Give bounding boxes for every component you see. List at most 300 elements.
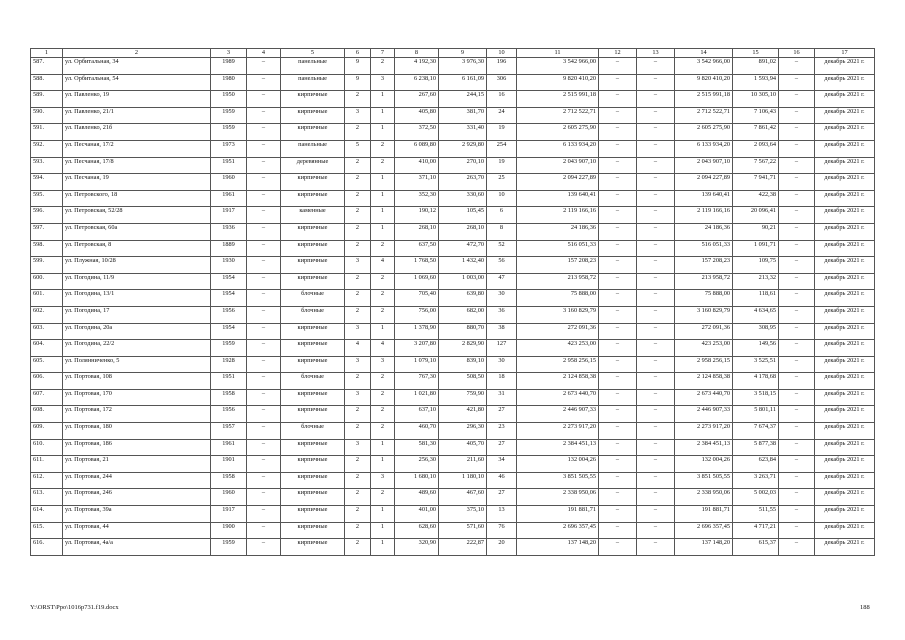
cell-regional-funds: 3 160 829,79 bbox=[675, 306, 733, 323]
cell-floors: 2 bbox=[345, 506, 371, 523]
cell-col-12: – bbox=[599, 539, 637, 556]
cell-row-number: 603. bbox=[31, 323, 63, 340]
cell-wall-material: кирпичные bbox=[281, 190, 345, 207]
table-row bbox=[31, 140, 875, 157]
cell-col-12: – bbox=[599, 456, 637, 473]
header-cell: 4 bbox=[247, 49, 281, 58]
cell-col-4: – bbox=[247, 190, 281, 207]
cell-living-area: 211,60 bbox=[439, 456, 487, 473]
cell-floors: 3 bbox=[345, 323, 371, 340]
cell-col-13: – bbox=[637, 522, 675, 539]
table-row bbox=[31, 174, 875, 191]
cell-col-16: – bbox=[779, 174, 815, 191]
cell-total-cost: 157 208,23 bbox=[517, 257, 599, 274]
cell-year-built: 1954 bbox=[211, 323, 247, 340]
cell-row-number: 607. bbox=[31, 389, 63, 406]
cell-regional-funds: 2 384 451,13 bbox=[675, 439, 733, 456]
cell-row-number: 605. bbox=[31, 356, 63, 373]
cell-living-area: 330,60 bbox=[439, 190, 487, 207]
cell-cost-per-sqm: 109,75 bbox=[733, 257, 779, 274]
cell-total-cost: 2 094 227,89 bbox=[517, 174, 599, 191]
cell-cost-per-sqm: 10 305,10 bbox=[733, 91, 779, 108]
cell-wall-material: кирпичные bbox=[281, 456, 345, 473]
cell-col-4: – bbox=[247, 124, 281, 141]
cell-col-4: – bbox=[247, 522, 281, 539]
cell-row-number: 614. bbox=[31, 506, 63, 523]
cell-row-number: 609. bbox=[31, 423, 63, 440]
cell-entrances: 2 bbox=[371, 423, 395, 440]
cell-living-area: 1 432,40 bbox=[439, 257, 487, 274]
cell-living-area: 405,70 bbox=[439, 439, 487, 456]
table-row bbox=[31, 190, 875, 207]
cell-wall-material: панельные bbox=[281, 58, 345, 75]
cell-completion-date: декабрь 2021 г. bbox=[815, 439, 875, 456]
cell-address: ул. Орбитальная, 34 bbox=[63, 58, 211, 75]
cell-row-number: 599. bbox=[31, 257, 63, 274]
cell-total-cost: 191 881,71 bbox=[517, 506, 599, 523]
cell-wall-material: кирпичные bbox=[281, 356, 345, 373]
cell-total-area: 3 207,80 bbox=[395, 340, 439, 357]
cell-cost-per-sqm: 4 178,68 bbox=[733, 373, 779, 390]
cell-total-area: 6 089,80 bbox=[395, 140, 439, 157]
cell-cost-per-sqm: 4 717,21 bbox=[733, 522, 779, 539]
cell-row-number: 611. bbox=[31, 456, 63, 473]
cell-regional-funds: 6 133 934,20 bbox=[675, 140, 733, 157]
cell-residents: 127 bbox=[487, 340, 517, 357]
cell-living-area: 105,45 bbox=[439, 207, 487, 224]
cell-year-built: 1960 bbox=[211, 489, 247, 506]
cell-living-area: 472,70 bbox=[439, 240, 487, 257]
cell-col-13: – bbox=[637, 140, 675, 157]
cell-living-area: 331,40 bbox=[439, 124, 487, 141]
cell-residents: 27 bbox=[487, 489, 517, 506]
cell-total-cost: 3 542 966,00 bbox=[517, 58, 599, 75]
cell-entrances: 2 bbox=[371, 489, 395, 506]
cell-regional-funds: 2 043 907,10 bbox=[675, 157, 733, 174]
cell-regional-funds: 2 673 440,70 bbox=[675, 389, 733, 406]
cell-completion-date: декабрь 2021 г. bbox=[815, 190, 875, 207]
cell-col-4: – bbox=[247, 91, 281, 108]
table-row bbox=[31, 157, 875, 174]
cell-total-area: 1 079,10 bbox=[395, 356, 439, 373]
header-cell: 11 bbox=[517, 49, 599, 58]
cell-completion-date: декабрь 2021 г. bbox=[815, 157, 875, 174]
cell-row-number: 615. bbox=[31, 522, 63, 539]
cell-year-built: 1956 bbox=[211, 306, 247, 323]
cell-address: ул. Портовая, 246 bbox=[63, 489, 211, 506]
cell-row-number: 604. bbox=[31, 340, 63, 357]
cell-completion-date: декабрь 2021 г. bbox=[815, 74, 875, 91]
header-cell: 8 bbox=[395, 49, 439, 58]
cell-total-area: 460,70 bbox=[395, 423, 439, 440]
cell-total-area: 6 238,10 bbox=[395, 74, 439, 91]
cell-floors: 2 bbox=[345, 522, 371, 539]
cell-entrances: 2 bbox=[371, 373, 395, 390]
cell-row-number: 601. bbox=[31, 290, 63, 307]
header-cell: 2 bbox=[63, 49, 211, 58]
cell-residents: 30 bbox=[487, 356, 517, 373]
cell-cost-per-sqm: 5 877,38 bbox=[733, 439, 779, 456]
cell-total-cost: 213 958,72 bbox=[517, 273, 599, 290]
cell-wall-material: кирпичные bbox=[281, 406, 345, 423]
cell-col-16: – bbox=[779, 489, 815, 506]
cell-wall-material: деревянные bbox=[281, 157, 345, 174]
cell-living-area: 682,00 bbox=[439, 306, 487, 323]
cell-year-built: 1958 bbox=[211, 389, 247, 406]
cell-residents: 31 bbox=[487, 389, 517, 406]
cell-col-13: – bbox=[637, 91, 675, 108]
table-row bbox=[31, 240, 875, 257]
cell-row-number: 610. bbox=[31, 439, 63, 456]
cell-wall-material: кирпичные bbox=[281, 522, 345, 539]
table-row bbox=[31, 306, 875, 323]
cell-col-12: – bbox=[599, 522, 637, 539]
cell-col-12: – bbox=[599, 356, 637, 373]
header-cell: 14 bbox=[675, 49, 733, 58]
cell-col-4: – bbox=[247, 157, 281, 174]
cell-living-area: 2 829,90 bbox=[439, 340, 487, 357]
table-row bbox=[31, 489, 875, 506]
cell-col-12: – bbox=[599, 74, 637, 91]
cell-col-4: – bbox=[247, 107, 281, 124]
table-row bbox=[31, 223, 875, 240]
cell-completion-date: декабрь 2021 г. bbox=[815, 223, 875, 240]
cell-col-13: – bbox=[637, 190, 675, 207]
cell-floors: 2 bbox=[345, 406, 371, 423]
cell-total-cost: 2 958 256,15 bbox=[517, 356, 599, 373]
cell-residents: 20 bbox=[487, 539, 517, 556]
cell-residents: 6 bbox=[487, 207, 517, 224]
cell-total-area: 190,12 bbox=[395, 207, 439, 224]
cell-regional-funds: 2 338 950,06 bbox=[675, 489, 733, 506]
cell-col-12: – bbox=[599, 406, 637, 423]
table-row bbox=[31, 91, 875, 108]
cell-col-13: – bbox=[637, 340, 675, 357]
cell-wall-material: блочные bbox=[281, 423, 345, 440]
cell-residents: 23 bbox=[487, 423, 517, 440]
cell-residents: 18 bbox=[487, 373, 517, 390]
cell-col-13: – bbox=[637, 223, 675, 240]
cell-col-12: – bbox=[599, 107, 637, 124]
table-row bbox=[31, 74, 875, 91]
cell-completion-date: декабрь 2021 г. bbox=[815, 124, 875, 141]
cell-year-built: 1960 bbox=[211, 174, 247, 191]
cell-floors: 2 bbox=[345, 157, 371, 174]
cell-year-built: 1900 bbox=[211, 522, 247, 539]
cell-cost-per-sqm: 149,56 bbox=[733, 340, 779, 357]
cell-year-built: 1959 bbox=[211, 124, 247, 141]
cell-completion-date: декабрь 2021 г. bbox=[815, 522, 875, 539]
cell-col-13: – bbox=[637, 58, 675, 75]
cell-col-4: – bbox=[247, 389, 281, 406]
cell-floors: 2 bbox=[345, 489, 371, 506]
cell-col-13: – bbox=[637, 323, 675, 340]
cell-regional-funds: 137 148,20 bbox=[675, 539, 733, 556]
cell-col-16: – bbox=[779, 406, 815, 423]
cell-col-12: – bbox=[599, 439, 637, 456]
cell-completion-date: декабрь 2021 г. bbox=[815, 140, 875, 157]
cell-col-12: – bbox=[599, 373, 637, 390]
cell-col-12: – bbox=[599, 290, 637, 307]
cell-col-16: – bbox=[779, 506, 815, 523]
cell-completion-date: декабрь 2021 г. bbox=[815, 406, 875, 423]
cell-wall-material: кирпичные bbox=[281, 273, 345, 290]
cell-col-16: – bbox=[779, 389, 815, 406]
cell-regional-funds: 423 253,00 bbox=[675, 340, 733, 357]
cell-floors: 9 bbox=[345, 58, 371, 75]
cell-floors: 2 bbox=[345, 456, 371, 473]
cell-residents: 56 bbox=[487, 257, 517, 274]
cell-residents: 196 bbox=[487, 58, 517, 75]
cell-address: ул. Портовая, 172 bbox=[63, 406, 211, 423]
cell-col-13: – bbox=[637, 174, 675, 191]
cell-col-13: – bbox=[637, 207, 675, 224]
cell-col-12: – bbox=[599, 323, 637, 340]
cell-regional-funds: 75 888,00 bbox=[675, 290, 733, 307]
cell-col-13: – bbox=[637, 107, 675, 124]
table-row bbox=[31, 456, 875, 473]
cell-total-cost: 2 384 451,13 bbox=[517, 439, 599, 456]
cell-row-number: 612. bbox=[31, 472, 63, 489]
cell-address: ул. Плужная, 10/28 bbox=[63, 257, 211, 274]
cell-wall-material: кирпичные bbox=[281, 539, 345, 556]
cell-floors: 9 bbox=[345, 74, 371, 91]
cell-cost-per-sqm: 4 634,65 bbox=[733, 306, 779, 323]
cell-residents: 306 bbox=[487, 74, 517, 91]
cell-floors: 3 bbox=[345, 107, 371, 124]
cell-floors: 5 bbox=[345, 140, 371, 157]
cell-total-area: 1 069,60 bbox=[395, 273, 439, 290]
cell-completion-date: декабрь 2021 г. bbox=[815, 340, 875, 357]
cell-living-area: 3 976,30 bbox=[439, 58, 487, 75]
cell-cost-per-sqm: 7 674,37 bbox=[733, 423, 779, 440]
cell-completion-date: декабрь 2021 г. bbox=[815, 240, 875, 257]
cell-total-cost: 423 253,00 bbox=[517, 340, 599, 357]
cell-total-area: 372,50 bbox=[395, 124, 439, 141]
cell-col-12: – bbox=[599, 223, 637, 240]
cell-wall-material: кирпичные bbox=[281, 107, 345, 124]
cell-wall-material: кирпичные bbox=[281, 240, 345, 257]
cell-col-13: – bbox=[637, 406, 675, 423]
cell-entrances: 2 bbox=[371, 157, 395, 174]
cell-completion-date: декабрь 2021 г. bbox=[815, 273, 875, 290]
cell-entrances: 3 bbox=[371, 356, 395, 373]
cell-total-area: 767,30 bbox=[395, 373, 439, 390]
table-row bbox=[31, 389, 875, 406]
cell-cost-per-sqm: 5 002,03 bbox=[733, 489, 779, 506]
cell-total-cost: 2 273 917,20 bbox=[517, 423, 599, 440]
cell-col-16: – bbox=[779, 140, 815, 157]
cell-col-4: – bbox=[247, 439, 281, 456]
cell-address: ул. Песчаная, 17/2 bbox=[63, 140, 211, 157]
cell-year-built: 1961 bbox=[211, 439, 247, 456]
cell-col-13: – bbox=[637, 240, 675, 257]
cell-col-4: – bbox=[247, 323, 281, 340]
cell-living-area: 1 003,00 bbox=[439, 273, 487, 290]
cell-total-area: 268,10 bbox=[395, 223, 439, 240]
cell-total-area: 1 680,10 bbox=[395, 472, 439, 489]
cell-entrances: 1 bbox=[371, 522, 395, 539]
cell-col-16: – bbox=[779, 340, 815, 357]
cell-wall-material: кирпичные bbox=[281, 124, 345, 141]
cell-completion-date: декабрь 2021 г. bbox=[815, 257, 875, 274]
cell-living-area: 839,10 bbox=[439, 356, 487, 373]
cell-address: ул. Портовая, 39а bbox=[63, 506, 211, 523]
cell-wall-material: кирпичные bbox=[281, 472, 345, 489]
cell-regional-funds: 213 958,72 bbox=[675, 273, 733, 290]
cell-address: ул. Песчаная, 19 bbox=[63, 174, 211, 191]
cell-total-area: 405,80 bbox=[395, 107, 439, 124]
cell-col-4: – bbox=[247, 306, 281, 323]
cell-col-13: – bbox=[637, 423, 675, 440]
cell-completion-date: декабрь 2021 г. bbox=[815, 306, 875, 323]
cell-completion-date: декабрь 2021 г. bbox=[815, 506, 875, 523]
header-cell: 7 bbox=[371, 49, 395, 58]
file-path-footer: Y:\ORST\Ppo\1016p731.f19.docx bbox=[30, 604, 119, 611]
cell-col-16: – bbox=[779, 290, 815, 307]
cell-wall-material: кирпичные bbox=[281, 506, 345, 523]
cell-year-built: 1954 bbox=[211, 290, 247, 307]
cell-address: ул. Портовая, 4а/а bbox=[63, 539, 211, 556]
cell-year-built: 1956 bbox=[211, 406, 247, 423]
cell-col-16: – bbox=[779, 539, 815, 556]
cell-year-built: 1954 bbox=[211, 273, 247, 290]
cell-completion-date: декабрь 2021 г. bbox=[815, 91, 875, 108]
cell-col-4: – bbox=[247, 456, 281, 473]
cell-col-13: – bbox=[637, 124, 675, 141]
table-row bbox=[31, 406, 875, 423]
cell-residents: 254 bbox=[487, 140, 517, 157]
cell-floors: 2 bbox=[345, 273, 371, 290]
cell-col-4: – bbox=[247, 340, 281, 357]
cell-floors: 2 bbox=[345, 290, 371, 307]
cell-col-12: – bbox=[599, 423, 637, 440]
cell-residents: 27 bbox=[487, 406, 517, 423]
cell-col-13: – bbox=[637, 306, 675, 323]
table-row bbox=[31, 506, 875, 523]
cell-row-number: 606. bbox=[31, 373, 63, 390]
cell-address: ул. Портовая, 170 bbox=[63, 389, 211, 406]
cell-living-area: 1 180,10 bbox=[439, 472, 487, 489]
cell-total-area: 371,10 bbox=[395, 174, 439, 191]
cell-col-16: – bbox=[779, 423, 815, 440]
cell-completion-date: декабрь 2021 г. bbox=[815, 456, 875, 473]
table-row bbox=[31, 290, 875, 307]
cell-entrances: 1 bbox=[371, 456, 395, 473]
cell-completion-date: декабрь 2021 г. bbox=[815, 107, 875, 124]
cell-col-12: – bbox=[599, 306, 637, 323]
cell-col-13: – bbox=[637, 506, 675, 523]
cell-regional-funds: 2 958 256,15 bbox=[675, 356, 733, 373]
cell-residents: 47 bbox=[487, 273, 517, 290]
cell-row-number: 591. bbox=[31, 124, 63, 141]
table-row bbox=[31, 356, 875, 373]
cell-col-4: – bbox=[247, 423, 281, 440]
cell-wall-material: кирпичные bbox=[281, 439, 345, 456]
cell-total-area: 756,00 bbox=[395, 306, 439, 323]
housing-register-table bbox=[30, 48, 875, 556]
cell-address: ул. Петровская, 52/28 bbox=[63, 207, 211, 224]
cell-residents: 8 bbox=[487, 223, 517, 240]
cell-cost-per-sqm: 3 518,15 bbox=[733, 389, 779, 406]
cell-col-13: – bbox=[637, 257, 675, 274]
cell-residents: 25 bbox=[487, 174, 517, 191]
header-cell: 6 bbox=[345, 49, 371, 58]
cell-address: ул. Погодина, 22/2 bbox=[63, 340, 211, 357]
cell-total-area: 352,30 bbox=[395, 190, 439, 207]
cell-cost-per-sqm: 615,37 bbox=[733, 539, 779, 556]
cell-col-16: – bbox=[779, 157, 815, 174]
cell-wall-material: кирпичные bbox=[281, 323, 345, 340]
cell-row-number: 589. bbox=[31, 91, 63, 108]
cell-col-16: – bbox=[779, 306, 815, 323]
cell-floors: 3 bbox=[345, 439, 371, 456]
cell-year-built: 1959 bbox=[211, 107, 247, 124]
cell-year-built: 1917 bbox=[211, 506, 247, 523]
cell-completion-date: декабрь 2021 г. bbox=[815, 539, 875, 556]
cell-address: ул. Павленко, 21/1 bbox=[63, 107, 211, 124]
table-row bbox=[31, 273, 875, 290]
cell-total-area: 637,10 bbox=[395, 406, 439, 423]
header-cell: 16 bbox=[779, 49, 815, 58]
cell-residents: 76 bbox=[487, 522, 517, 539]
cell-col-4: – bbox=[247, 406, 281, 423]
cell-completion-date: декабрь 2021 г. bbox=[815, 290, 875, 307]
cell-year-built: 1957 bbox=[211, 423, 247, 440]
cell-col-4: – bbox=[247, 489, 281, 506]
cell-col-16: – bbox=[779, 472, 815, 489]
table-row bbox=[31, 373, 875, 390]
cell-residents: 16 bbox=[487, 91, 517, 108]
cell-col-4: – bbox=[247, 356, 281, 373]
cell-entrances: 2 bbox=[371, 389, 395, 406]
cell-wall-material: кирпичные bbox=[281, 389, 345, 406]
cell-col-12: – bbox=[599, 174, 637, 191]
cell-year-built: 1959 bbox=[211, 340, 247, 357]
cell-cost-per-sqm: 90,21 bbox=[733, 223, 779, 240]
cell-col-13: – bbox=[637, 456, 675, 473]
cell-total-cost: 2 119 166,16 bbox=[517, 207, 599, 224]
cell-cost-per-sqm: 5 801,11 bbox=[733, 406, 779, 423]
cell-address: ул. Портовая, 108 bbox=[63, 373, 211, 390]
cell-wall-material: кирпичные bbox=[281, 223, 345, 240]
cell-entrances: 1 bbox=[371, 207, 395, 224]
cell-cost-per-sqm: 891,02 bbox=[733, 58, 779, 75]
cell-col-16: – bbox=[779, 107, 815, 124]
table-row bbox=[31, 539, 875, 556]
cell-col-4: – bbox=[247, 223, 281, 240]
cell-row-number: 600. bbox=[31, 273, 63, 290]
cell-row-number: 595. bbox=[31, 190, 63, 207]
cell-wall-material: каменные bbox=[281, 207, 345, 224]
cell-completion-date: декабрь 2021 г. bbox=[815, 356, 875, 373]
cell-cost-per-sqm: 7 861,42 bbox=[733, 124, 779, 141]
cell-entrances: 2 bbox=[371, 306, 395, 323]
cell-col-13: – bbox=[637, 389, 675, 406]
cell-regional-funds: 2 446 907,33 bbox=[675, 406, 733, 423]
cell-residents: 13 bbox=[487, 506, 517, 523]
cell-col-4: – bbox=[247, 174, 281, 191]
cell-row-number: 616. bbox=[31, 539, 63, 556]
cell-entrances: 2 bbox=[371, 240, 395, 257]
cell-regional-funds: 3 851 505,55 bbox=[675, 472, 733, 489]
cell-total-cost: 272 091,36 bbox=[517, 323, 599, 340]
cell-regional-funds: 2 124 858,38 bbox=[675, 373, 733, 390]
cell-col-4: – bbox=[247, 240, 281, 257]
cell-total-area: 1 768,50 bbox=[395, 257, 439, 274]
cell-entrances: 2 bbox=[371, 140, 395, 157]
cell-cost-per-sqm: 2 093,64 bbox=[733, 140, 779, 157]
